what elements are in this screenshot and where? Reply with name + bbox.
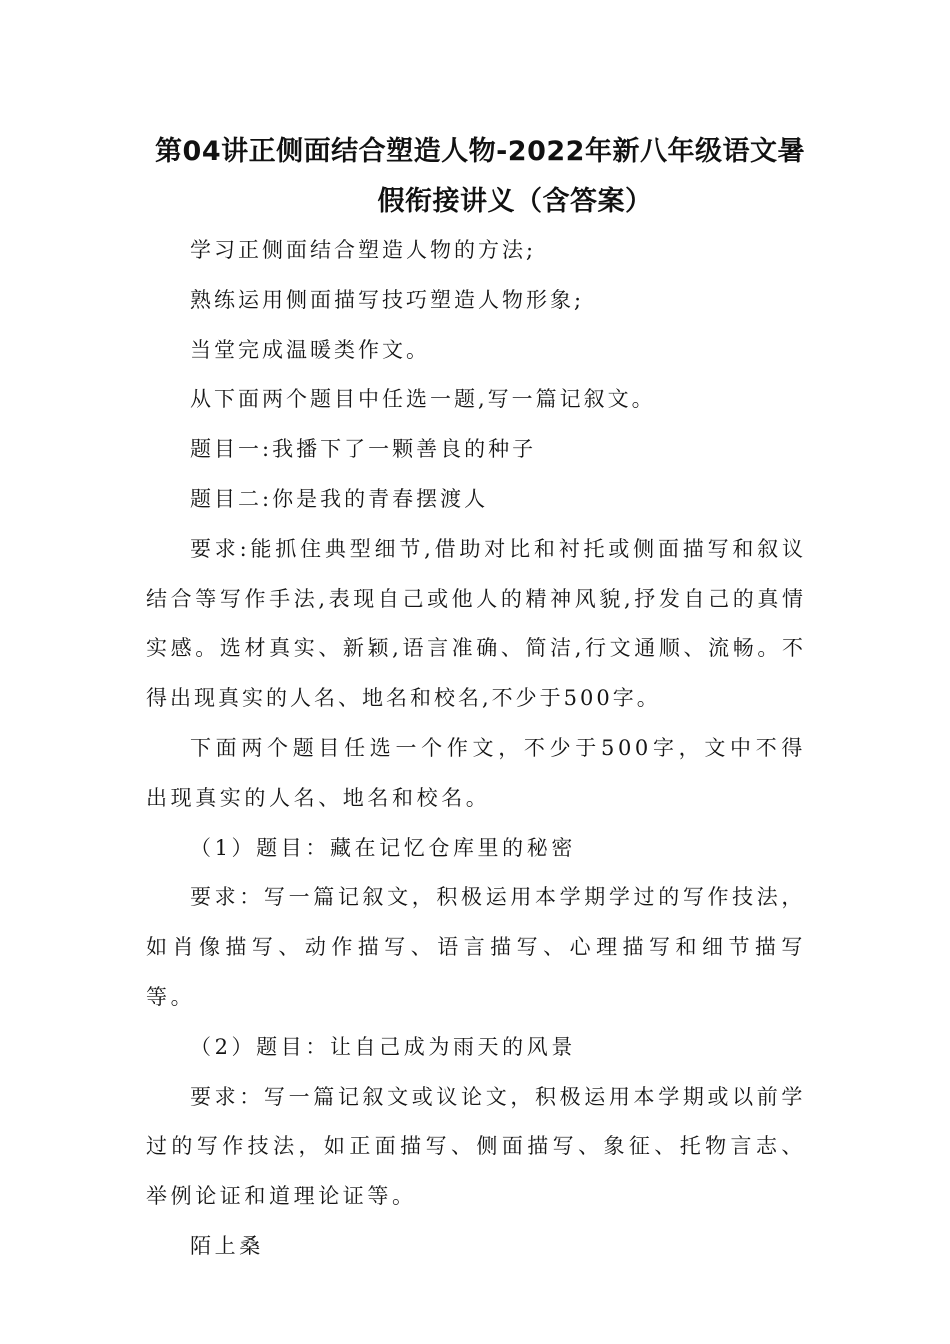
paragraph-task-2-requirements: 要求：写一篇记叙文或议论文，积极运用本学期或以前学过的写作技法，如正面描写、侧面描写、象征、托物言志、举例论证和道理论证等。 xyxy=(146,1084,806,1209)
title-line-2: 假衔接讲义（含答案） xyxy=(377,186,653,217)
paragraph-task-2-title: （2）题目：让自己成为雨天的风景 xyxy=(190,1034,576,1059)
paragraph-objective-3: 当堂完成温暖类作文。 xyxy=(190,337,430,362)
paragraph-requirements: 要求:能抓住典型细节,借助对比和衬托或侧面描写和叙议结合等写作手法,表现自己或他人的精神风貌,抒发自己的真情实感。选材真实、新颖,语言准确、简洁,行文通顺、流畅。不得出现真实的人名、地名和校名,不少于500字。 xyxy=(146,536,806,711)
paragraph-section-heading: 陌上桑 xyxy=(190,1233,264,1258)
paragraph-instruction: 从下面两个题目中任选一题,写一篇记叙文。 xyxy=(190,387,656,412)
paragraph-task-1-title: （1）题目：藏在记忆仓库里的秘密 xyxy=(190,835,576,860)
paragraph-task-intro: 下面两个题目任选一个作文，不少于500字，文中不得出现真实的人名、地名和校名。 xyxy=(146,735,806,810)
document-title xyxy=(150,127,810,227)
paragraph-objective-1: 学习正侧面结合塑造人物的方法; xyxy=(190,238,537,262)
document-body xyxy=(146,226,806,1272)
paragraph-topic-2: 题目二:你是我的青春摆渡人 xyxy=(190,486,489,511)
title-line-1: 第04讲正侧面结合塑造人物-2022年新八年级语文暑 xyxy=(155,136,805,167)
paragraph-objective-2: 熟练运用侧面描写技巧塑造人物形象; xyxy=(190,287,585,312)
paragraph-task-1-requirements: 要求：写一篇记叙文，积极运用本学期学过的写作技法，如肖像描写、动作描写、语言描写、心理描写和细节描写等。 xyxy=(146,885,806,1009)
paragraph-topic-1: 题目一:我播下了一颗善良的种子 xyxy=(190,437,537,462)
